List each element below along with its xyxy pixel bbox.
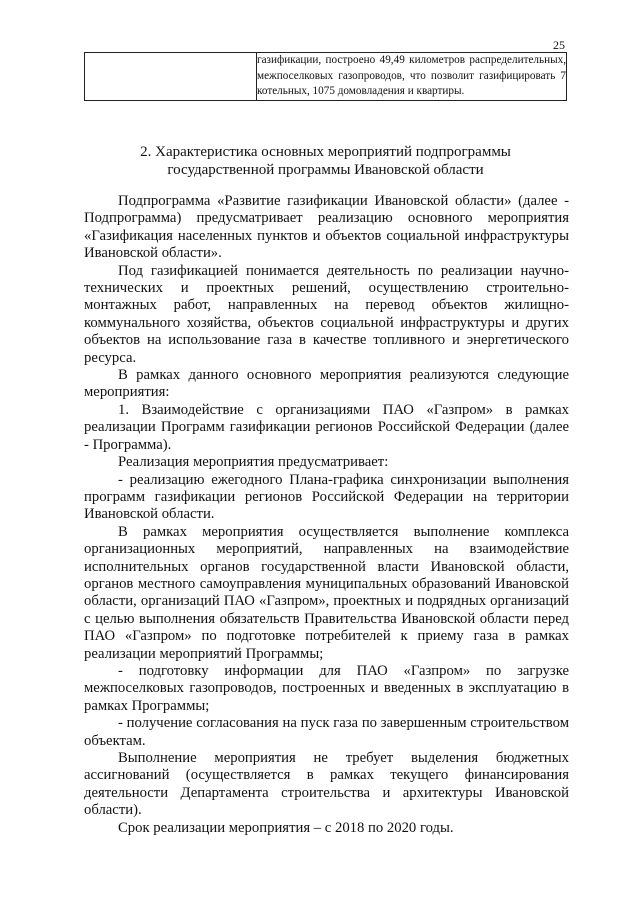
paragraph: 1. Взаимодействие с организациями ПАО «Газпром» в рамках реализации Программ газификации регионов Российской Федерации (далее - Программа). xyxy=(84,401,569,453)
table-cell-empty xyxy=(85,53,257,101)
paragraph: Под газификацией понимается деятельность по реализации научно-технических и проектных решений, осуществлению строительно-монтажных работ, направленных на перевод объектов жилищно-коммунального хозяйства, объектов социальной инфраструктуры и других объектов на использование газа в качестве топливного и энергетического ресурса. xyxy=(84,262,569,366)
body-text xyxy=(84,193,569,837)
section-heading-line: государственной программы Ивановской области xyxy=(167,162,484,178)
paragraph: Подпрограмма «Развитие газификации Ивановской области» (далее - Подпрограмма) предусматривает реализацию основного мероприятия «Газификация населенных пунктов и объектов социальной инфраструктуры Ивановской области». xyxy=(84,193,569,262)
paragraph: В рамках данного основного мероприятия реализуются следующие мероприятия: xyxy=(84,367,569,401)
paragraph: - получение согласования на пуск газа по завершенным строительством объектам. xyxy=(84,715,569,749)
paragraph: Выполнение мероприятия не требует выделения бюджетных ассигнований (осуществляется в рамках текущего финансирования деятельности Департамента строительства и архитектуры Ивановской области). xyxy=(84,750,569,819)
paragraph: В рамках мероприятия осуществляется выполнение комплекса организационных мероприятий, направленных на взаимодействие исполнительных органов государственной власти Ивановской области, органов местного самоуправления муниципальных образований Ивановской области, организаций ПАО «Газпром», проектных и подрядных организаций с целью выполнения обязательств Правительства Ивановской области перед ПАО «Газпром» по подготовке потребителей к приему газа в рамках реализации мероприятий Программы; xyxy=(84,523,569,662)
paragraph: - реализацию ежегодного Плана-графика синхронизации выполнения программ газификации регионов Российской Федерации на территории Ивановской области. xyxy=(84,471,569,523)
paragraph: Реализация мероприятия предусматривает: xyxy=(118,454,389,471)
section-heading xyxy=(84,143,567,179)
page-number: 25 xyxy=(553,38,565,52)
continuation-table xyxy=(84,52,567,101)
table-row xyxy=(85,53,567,101)
section-heading-line: 2. Характеристика основных мероприятий подпрограммы xyxy=(140,144,511,160)
paragraph: Срок реализации мероприятия – с 2018 по 2020 годы. xyxy=(118,819,454,836)
paragraph: - подготовку информации для ПАО «Газпром» по загрузке межпоселковых газопроводов, построенных и введенных в эксплуатацию в рамках Программы; xyxy=(84,662,569,714)
table-cell-text: газификации, построено 49,49 километров распределительных, межпоселковых газопроводов, что позволит газифицировать 7 котельных, 1075 домовладения и квартиры. xyxy=(257,53,567,101)
